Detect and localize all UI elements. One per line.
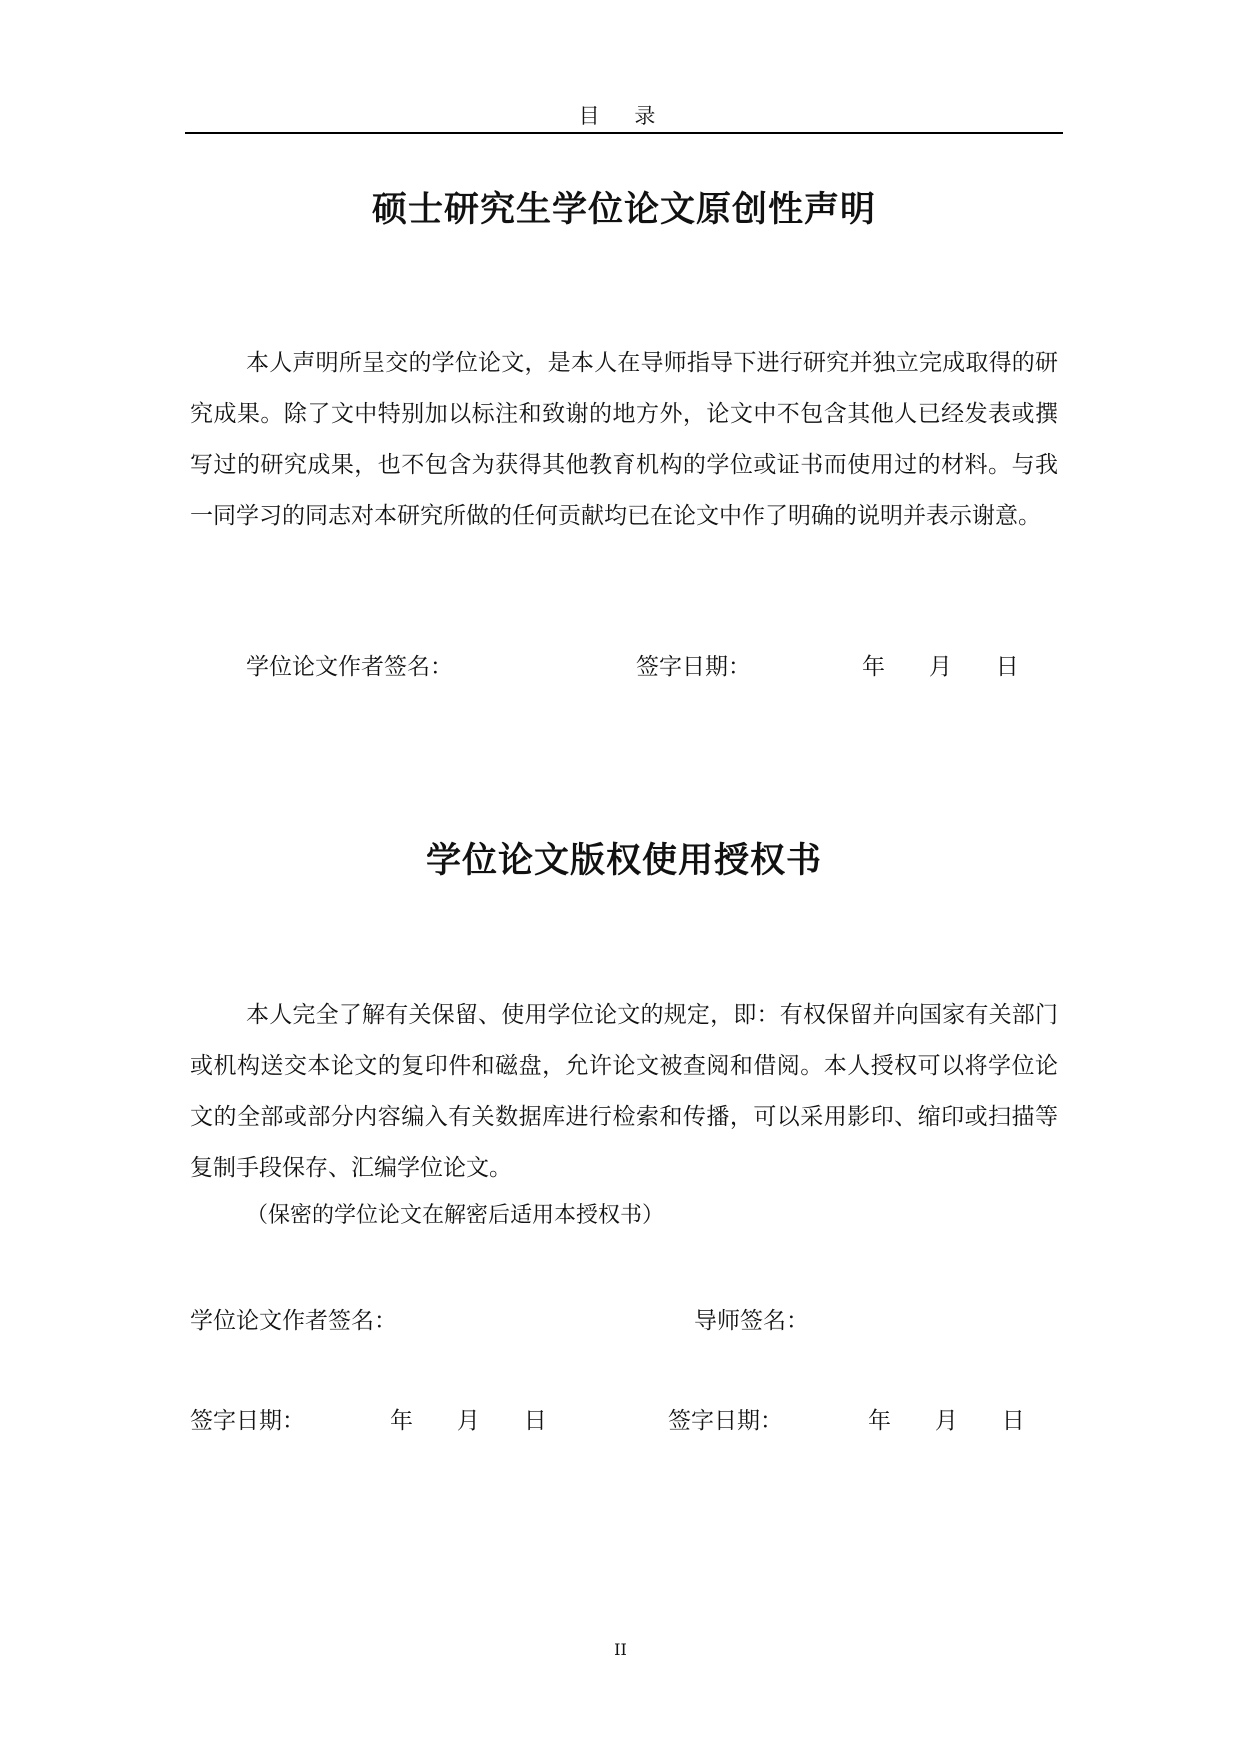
originality-statement-body: 本人声明所呈交的学位论文，是本人在导师指导下进行研究并独立完成取得的研究成果。除了文中特别加以标注和致谢的地方外，论文中不包含其他人已经发表或撰写过的研究成果，也不包含为获得其他教育机构的学位或证书而使用过的材料。与我一同学习的同志对本研究所做的任何贡献均已在论文中作了明确的说明并表示谢意。 <box>190 350 1058 529</box>
copyright-tutor-date-label: 签字日期： <box>668 1408 783 1434</box>
originality-author-signature-label: 学位论文作者签名： <box>246 654 453 680</box>
originality-statement-title: 硕士研究生学位论文原创性声明 <box>371 190 876 230</box>
copyright-author-signature-label: 学位论文作者签名： <box>190 1308 397 1334</box>
page-number: II <box>614 1640 627 1659</box>
copyright-authorization-body: 本人完全了解有关保留、使用学位论文的规定，即：有权保留并向国家有关部门或机构送交本论文的复印件和磁盘，允许论文被查阅和借阅。本人授权可以将学位论文的全部或部分内容编入有关数据库进行检索和传播，可以采用影印、缩印或扫描等复制手段保存、汇编学位论文。 <box>190 1002 1058 1181</box>
copyright-author-date-label: 签字日期： <box>190 1408 305 1434</box>
copyright-tutor-signature-label: 导师签名： <box>694 1308 809 1334</box>
running-header: 目 录 <box>578 104 670 128</box>
copyright-authorization-title: 学位论文版权使用授权书 <box>425 841 822 881</box>
originality-date-label: 签字日期： <box>636 654 751 680</box>
header-rule <box>185 132 1063 134</box>
copyright-tutor-date-fields: 年 月 日 <box>868 1408 1025 1434</box>
copyright-author-date-fields: 年 月 日 <box>390 1408 547 1434</box>
originality-date-fields: 年 月 日 <box>862 654 1019 680</box>
confidentiality-note: （保密的学位论文在解密后适用本授权书） <box>246 1203 665 1228</box>
